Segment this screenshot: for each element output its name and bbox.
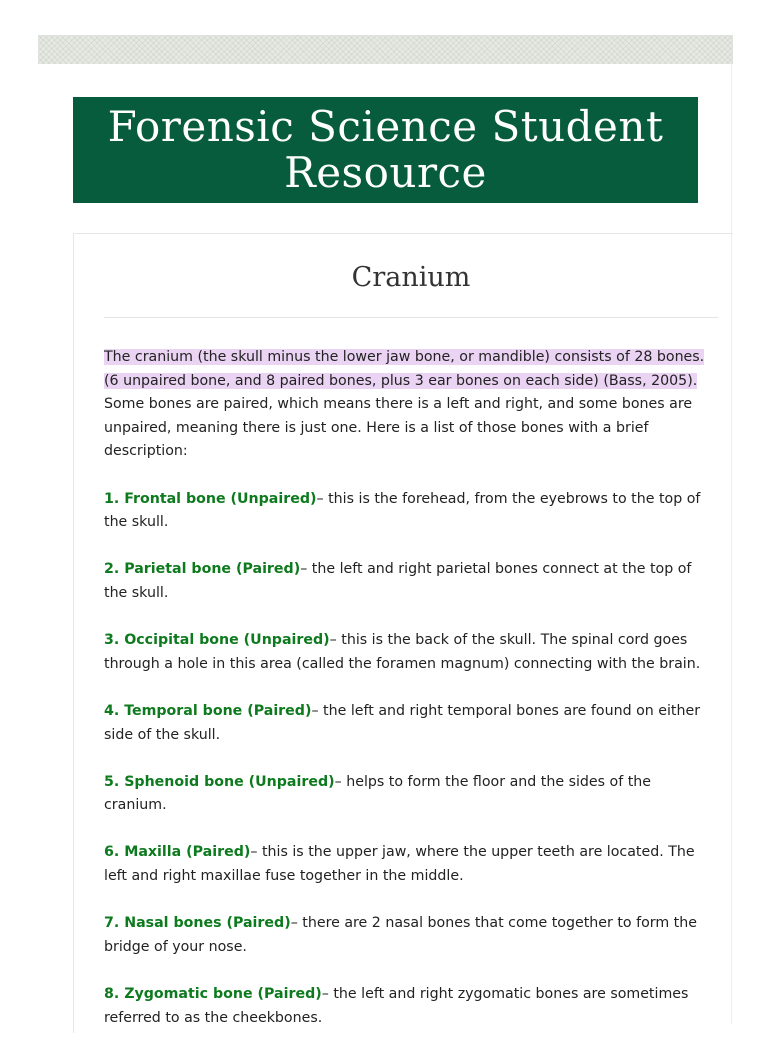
site-title-line-2: Resource <box>284 148 487 197</box>
bone-entry-parietal <box>104 558 718 605</box>
page-title: Cranium <box>351 262 471 293</box>
bone-description: – the left and right zygomatic bones are sometimes referred to as the cheekbones. <box>104 986 689 1026</box>
bone-name: 7. Nasal bones (Paired) <box>104 915 291 932</box>
bone-description: – this is the back of the skull. The spinal cord goes through a hole in this area (called the foramen magnum) connecting with the brain. <box>104 632 701 672</box>
bone-description: – helps to form the floor and the sides of the cranium. <box>104 773 652 814</box>
site-title-line-1: Forensic Science Student <box>107 102 664 151</box>
bone-name: 5. Sphenoid bone (Unpaired) <box>104 773 335 790</box>
bone-name: 1. Frontal bone (Unpaired) <box>104 490 317 507</box>
title-divider <box>104 317 718 318</box>
bone-entry-occipital <box>104 629 718 676</box>
bone-description: – the left and right parietal bones connect at the top of the skull. <box>104 561 692 601</box>
top-pattern-strip <box>38 35 733 64</box>
highlighted-text: The cranium (the skull minus the lower jaw bone, or mandible) consists of 28 bones. (6 unpaired bone, and 8 paired bones, plus 3 ear bones on each side) (Bass, 2005). <box>104 349 705 389</box>
bone-entry-temporal <box>104 700 718 747</box>
bone-entry-zygomatic <box>104 983 718 1030</box>
bone-entry-maxilla <box>104 841 718 888</box>
bone-name: 2. Parietal bone (Paired) <box>104 561 301 578</box>
bone-name: 6. Maxilla (Paired) <box>104 844 251 861</box>
bone-description: – there are 2 nasal bones that come together to form the bridge of your nose. <box>104 915 697 955</box>
intro-paragraph <box>104 346 718 464</box>
bone-name: 3. Occipital bone (Unpaired) <box>104 632 330 649</box>
bone-name: 4. Temporal bone (Paired) <box>104 702 312 719</box>
bone-entry-frontal <box>104 488 718 535</box>
bone-entry-sphenoid <box>104 771 718 818</box>
site-title-banner[interactable] <box>73 97 698 203</box>
bone-description: – this is the upper jaw, where the upper teeth are located. The left and right maxillae fuse together in the middle. <box>104 844 695 885</box>
bone-name: 8. Zygomatic bone (Paired) <box>104 986 322 1003</box>
bone-description: – this is the forehead, from the eyebrows to the top of the skull. <box>104 490 701 531</box>
intro-text: Some bones are paired, which means there is a left and right, and some bones are unpaired, meaning there is just one. Here is a list of those bones with a brief description: <box>104 396 693 460</box>
bone-entry-nasal <box>104 912 718 959</box>
article-body <box>104 346 718 1054</box>
site-title <box>108 104 664 196</box>
bone-description: – the left and right temporal bones are found on either side of the skull. <box>104 702 701 743</box>
